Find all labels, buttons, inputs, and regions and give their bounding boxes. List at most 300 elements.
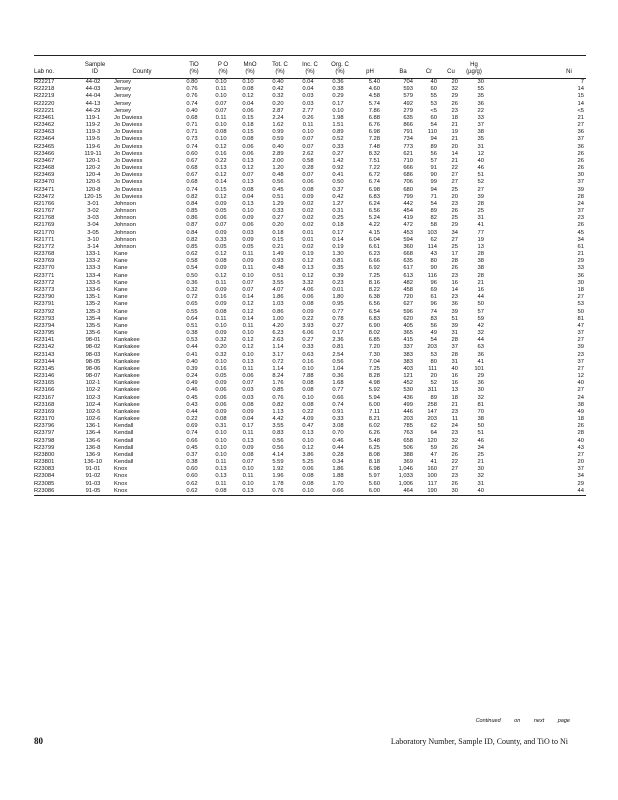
cell-cu: 40 (451, 365, 458, 372)
cell-tio2: 0.60 (186, 466, 198, 473)
cell-p2o5: 0.07 (215, 107, 227, 114)
cell-mno: 0.07 (242, 380, 254, 387)
cell-incc: 0.58 (302, 157, 314, 164)
cell-ba: 706 (403, 179, 413, 186)
cell-lab: R21772 (34, 243, 55, 250)
cell-ba: 594 (403, 236, 413, 243)
cell-hg: 30 (477, 79, 484, 85)
cell-ni: 37 (577, 179, 584, 186)
table-row (34, 323, 586, 330)
cell-incc: 0.02 (302, 222, 314, 229)
cell-ph: 6.72 (368, 172, 380, 179)
cell-cr: 89 (430, 143, 437, 150)
cell-ba: 369 (403, 459, 413, 466)
cell-p2o5: 0.16 (215, 150, 227, 157)
cell-id: 133-1 (85, 251, 101, 258)
cell-hg: 46 (477, 437, 484, 444)
cell-ph: 6.25 (368, 444, 380, 451)
table-row (34, 287, 586, 294)
cell-ph: 6.92 (368, 265, 380, 272)
cell-ba: 472 (403, 222, 413, 229)
cell-ni: 34 (577, 236, 584, 243)
cell-county: Kankakee (114, 337, 140, 344)
cell-mno: 0.13 (242, 200, 254, 207)
cell-cu: 27 (451, 466, 458, 473)
cell-ba: 773 (403, 143, 413, 150)
cell-id: 98-05 (85, 358, 101, 365)
cell-totc: 1.62 (272, 122, 284, 129)
cell-cr: 117 (427, 480, 437, 487)
cell-county: Jo Daviess (114, 157, 143, 164)
cell-ni: 36 (577, 272, 584, 279)
cell-p2o5: 0.16 (215, 365, 227, 372)
cell-cu: 21 (451, 122, 458, 129)
cell-id: 3-04 (87, 222, 99, 229)
cell-ni: 23 (577, 351, 584, 358)
cell-p2o5: 0.06 (215, 394, 227, 401)
table-row (34, 423, 586, 430)
cell-hg: 36 (477, 351, 484, 358)
running-title: Laboratory Number, Sample ID, County, and TiO to Ni (390, 737, 568, 746)
cell-id: 136-10 (83, 459, 103, 466)
cell-incc: 3.86 (302, 451, 314, 458)
cell-incc: 2.62 (302, 150, 314, 157)
table-row (34, 316, 586, 323)
cell-p2o5: 0.13 (215, 165, 227, 172)
cell-county: Johnson (114, 229, 136, 236)
cell-incc: 6.06 (302, 330, 314, 337)
cell-lab: R23461 (34, 114, 55, 121)
cell-orgc: 1.68 (332, 380, 344, 387)
cell-totc: 0.27 (272, 215, 284, 222)
cell-county: Kane (114, 315, 128, 322)
cell-orgc: 3.08 (332, 423, 344, 430)
cell-ph: 8.08 (368, 451, 380, 458)
cell-ni: 27 (577, 337, 584, 344)
cell-ni: 37 (577, 330, 584, 337)
cell-county: Jersey (114, 86, 132, 93)
table-row (34, 359, 586, 366)
cell-cr: 190 (427, 487, 437, 494)
cell-hg: 32 (477, 330, 484, 337)
cell-totc: 8.24 (272, 373, 284, 380)
cell-ba: 458 (403, 286, 413, 293)
cell-cr: 69 (430, 286, 437, 293)
cell-id: 102-2 (85, 387, 101, 394)
cell-orgc: 0.17 (332, 330, 344, 337)
cell-lab: R23086 (34, 487, 55, 494)
cell-totc: 0.82 (272, 401, 284, 408)
cell-ni: 18 (577, 286, 584, 293)
cell-incc: 0.06 (302, 466, 314, 473)
cell-orgc: 0.36 (332, 373, 344, 380)
table-row (34, 488, 586, 495)
cell-orgc: 0.41 (332, 172, 344, 179)
cell-ba: 579 (403, 93, 413, 100)
cell-cr: 52 (430, 380, 437, 387)
cell-ph: 4.15 (368, 229, 380, 236)
cell-p2o5: 0.08 (215, 416, 227, 423)
cell-ni: 45 (577, 229, 584, 236)
cell-hg: 38 (477, 129, 484, 136)
cell-ni: 29 (577, 258, 584, 265)
cell-ni: 26 (577, 423, 584, 430)
cell-id: 136-4 (85, 430, 101, 437)
cell-totc: 5.59 (272, 459, 284, 466)
cell-incc: 5.25 (302, 459, 314, 466)
cell-ph: 5.40 (368, 79, 380, 85)
table-row (34, 187, 586, 194)
cell-lab: R23770 (34, 265, 55, 272)
cell-ba: 436 (403, 394, 413, 401)
cell-hg: 46 (477, 165, 484, 172)
cell-totc: 4.42 (272, 416, 284, 423)
cell-mno: 0.03 (242, 394, 254, 401)
cell-ni: 40 (577, 437, 584, 444)
cell-ni: 26 (577, 157, 584, 164)
cell-mno: 0.09 (242, 258, 254, 265)
cell-cu: 16 (451, 373, 458, 380)
cell-id: 3-01 (87, 200, 99, 207)
header-cr-line (417, 62, 441, 69)
cell-totc: 0.56 (272, 437, 284, 444)
table-row (34, 416, 586, 423)
cell-incc: 0.10 (302, 365, 314, 372)
cell-hg: 77 (477, 229, 484, 236)
header-incc (296, 62, 324, 76)
cell-cr: 82 (430, 215, 437, 222)
cell-id: 44-04 (85, 93, 101, 100)
cell-ni: 43 (577, 444, 584, 451)
cell-id: 91-05 (85, 487, 101, 494)
table-row (34, 129, 586, 136)
cell-totc: 3.17 (272, 351, 284, 358)
cell-incc: 0.08 (302, 473, 314, 480)
cell-p2o5: 0.16 (215, 294, 227, 301)
cell-mno: 0.04 (242, 416, 254, 423)
cell-p2o5: 0.13 (215, 466, 227, 473)
cell-p2o5: 0.10 (215, 79, 227, 85)
cell-cr: 90 (430, 172, 437, 179)
cell-cr: 203 (427, 416, 437, 423)
cell-ph: 5.48 (368, 437, 380, 444)
cell-cu: 27 (451, 172, 458, 179)
cell-lab: R23791 (34, 301, 55, 308)
cell-id: 44-29 (85, 107, 101, 114)
cell-ba: 621 (403, 150, 413, 157)
cell-ni: 23 (577, 215, 584, 222)
cell-ph: 4.22 (368, 222, 380, 229)
cell-tio2: 0.76 (186, 86, 198, 93)
cell-id: 3-10 (87, 236, 99, 243)
cell-lab: R23798 (34, 437, 55, 444)
cell-mno: 0.13 (242, 487, 254, 494)
cell-mno: 0.09 (242, 444, 254, 451)
cell-tio2: 0.58 (186, 258, 198, 265)
cell-mno: 0.06 (242, 373, 254, 380)
cell-incc: 0.63 (302, 351, 314, 358)
table-row (34, 172, 586, 179)
cell-p2o5: 0.07 (215, 222, 227, 229)
cell-id: 98-07 (85, 373, 101, 380)
cell-lab: R23797 (34, 430, 55, 437)
cell-hg: 33 (477, 114, 484, 121)
cell-tio2: 0.74 (186, 430, 198, 437)
cell-county: Knox (114, 480, 128, 487)
cell-tio2: 0.85 (186, 243, 198, 250)
table-row (34, 452, 586, 459)
cell-ni: 33 (577, 265, 584, 272)
cell-totc: 0.40 (272, 143, 284, 150)
cell-totc: 1.96 (272, 473, 284, 480)
cell-cr: 47 (430, 451, 437, 458)
cell-p2o5: 0.06 (215, 387, 227, 394)
cell-totc: 2.89 (272, 150, 284, 157)
table-row (34, 158, 586, 165)
table-row (34, 309, 586, 316)
cell-mno: 0.05 (242, 243, 254, 250)
cell-cr: 311 (427, 387, 437, 394)
cell-mno: 0.12 (242, 344, 254, 351)
cell-ba: 506 (403, 444, 413, 451)
cell-cr: 53 (430, 100, 437, 107)
cell-hg: 28 (477, 251, 484, 258)
cell-lab: R23165 (34, 380, 55, 387)
cell-ni: 26 (577, 222, 584, 229)
cell-mno: 0.11 (242, 430, 254, 437)
cell-hg: 12 (477, 150, 484, 157)
cell-id: 135-5 (85, 322, 101, 329)
cell-ni: 81 (577, 315, 584, 322)
cell-ph: 6.85 (368, 337, 380, 344)
cell-incc: 0.01 (302, 236, 314, 243)
cell-totc: 0.56 (272, 444, 284, 451)
cell-totc: 1.20 (272, 165, 284, 172)
cell-tio2: 0.71 (186, 129, 198, 136)
cell-orgc: 0.74 (332, 401, 344, 408)
cell-ph: 5.60 (368, 480, 380, 487)
cell-ph: 7.30 (368, 351, 380, 358)
cell-tio2: 0.54 (186, 265, 198, 272)
cell-county: Kankakee (114, 416, 140, 423)
cell-cr: 54 (430, 337, 437, 344)
cell-cr: 120 (427, 437, 437, 444)
cell-id: 119-2 (85, 122, 101, 129)
cell-lab: R23167 (34, 394, 55, 401)
header-ni-line (554, 62, 584, 69)
cell-orgc: 0.39 (332, 272, 344, 279)
cell-ba: 627 (403, 301, 413, 308)
cell-county: Knox (114, 473, 128, 480)
cell-cr: 60 (430, 114, 437, 121)
cell-cu: 26 (451, 444, 458, 451)
cell-incc: 0.06 (302, 179, 314, 186)
header-id (74, 62, 116, 76)
cell-ni: 38 (577, 401, 584, 408)
cell-lab: R23464 (34, 136, 55, 143)
cell-lab: R23083 (34, 466, 55, 473)
cell-id: 98-03 (85, 351, 101, 358)
cell-p2o5: 0.31 (215, 423, 227, 430)
cell-orgc: 1.86 (332, 466, 344, 473)
cell-tio2: 0.44 (186, 408, 198, 415)
cell-ph: 5.94 (368, 394, 380, 401)
cell-cr: 160 (427, 466, 437, 473)
cell-mno: 0.07 (242, 459, 254, 466)
cell-id: 102-6 (85, 416, 101, 423)
cell-ph: 8.32 (368, 150, 380, 157)
cell-cu: 28 (451, 337, 458, 344)
cell-id: 135-6 (85, 330, 101, 337)
cell-orgc: 0.33 (332, 143, 344, 150)
cell-county: Kendall (114, 423, 134, 430)
cell-incc: 0.09 (302, 193, 314, 200)
cell-tio2: 0.62 (186, 480, 198, 487)
cell-id: 120-1 (85, 157, 101, 164)
cell-county: Kane (114, 301, 128, 308)
cell-cu: 32 (451, 86, 458, 93)
cell-tio2: 0.24 (186, 373, 198, 380)
cell-ni: 27 (577, 451, 584, 458)
cell-ba: 464 (403, 487, 413, 494)
cell-ba: 383 (403, 351, 413, 358)
cell-tio2: 0.45 (186, 444, 198, 451)
cell-ba: 492 (403, 100, 413, 107)
cell-orgc: 1.88 (332, 473, 344, 480)
cell-orgc: 1.70 (332, 480, 344, 487)
cell-totc: 0.32 (272, 93, 284, 100)
table-row (34, 230, 586, 237)
cell-id: 120-5 (85, 179, 101, 186)
header-ph (356, 62, 384, 76)
cell-tio2: 0.46 (186, 387, 198, 394)
table-row (34, 395, 586, 402)
cell-ni: 44 (577, 487, 584, 494)
header-lab-line (34, 62, 78, 69)
cell-cu: 23 (451, 294, 458, 301)
header-mno-line: MnO (243, 62, 257, 68)
cell-cu: 21 (451, 401, 458, 408)
cell-ba: 799 (403, 193, 413, 200)
cell-orgc: 0.36 (332, 79, 344, 85)
cell-hg: 19 (477, 236, 484, 243)
cell-lab: R23142 (34, 344, 55, 351)
cell-tio2: 0.40 (186, 107, 198, 114)
cell-ph: 7.20 (368, 344, 380, 351)
cell-orgc: 0.14 (332, 236, 344, 243)
cell-incc: 0.08 (302, 480, 314, 487)
cell-tio2: 0.32 (186, 286, 198, 293)
cell-orgc: 0.44 (332, 444, 344, 451)
cell-hg: 31 (477, 480, 484, 487)
table-row (34, 380, 586, 387)
cell-totc: 0.51 (272, 272, 284, 279)
cell-cr: 56 (430, 150, 437, 157)
cell-tio2: 0.82 (186, 236, 198, 243)
cell-mno: 0.15 (242, 129, 254, 136)
cell-hg: 32 (477, 473, 484, 480)
cell-ni: 28 (577, 193, 584, 200)
cell-mno: 0.10 (242, 272, 254, 279)
header-cr (417, 62, 441, 76)
cell-cu: 31 (451, 330, 458, 337)
cell-p2o5: 0.10 (215, 430, 227, 437)
cell-cu: 23 (451, 107, 458, 114)
cell-incc: 0.08 (302, 387, 314, 394)
cell-cu: 23 (451, 430, 458, 437)
cell-ni: 49 (577, 408, 584, 415)
cell-orgc: 0.70 (332, 430, 344, 437)
cell-incc: 0.08 (302, 301, 314, 308)
cell-orgc: 0.18 (332, 222, 344, 229)
cell-ni: 7 (580, 79, 584, 85)
cell-tio2: 0.45 (186, 394, 198, 401)
cell-hg: 55 (477, 86, 484, 93)
cell-id: 91-01 (85, 466, 101, 473)
cell-p2o5: 0.20 (215, 344, 227, 351)
cell-cu: 20 (451, 193, 458, 200)
cell-totc: 0.33 (272, 208, 284, 215)
cell-cu: 23 (451, 408, 458, 415)
cell-orgc: 0.52 (332, 136, 344, 143)
cell-cu: 30 (451, 487, 458, 494)
cell-tio2: 0.43 (186, 401, 198, 408)
cell-incc: 0.10 (302, 394, 314, 401)
cell-orgc: 0.77 (332, 387, 344, 394)
cell-incc: 0.02 (302, 208, 314, 215)
cell-p2o5: 0.15 (215, 186, 227, 193)
cell-lab: R23472 (34, 193, 55, 200)
cell-lab: R21768 (34, 215, 55, 222)
cell-hg: 38 (477, 265, 484, 272)
cell-id: 3-03 (87, 215, 99, 222)
cell-cr: 41 (430, 459, 437, 466)
cell-incc: 0.11 (302, 122, 314, 129)
cell-ph: 4.60 (368, 86, 380, 93)
cell-county: Kane (114, 258, 128, 265)
cell-incc: 0.08 (302, 186, 314, 193)
cell-hg: 52 (477, 179, 484, 186)
cell-incc: 0.47 (302, 423, 314, 430)
cell-incc: 0.09 (302, 308, 314, 315)
cell-tio2: 0.62 (186, 487, 198, 494)
cell-mno: 0.09 (242, 236, 254, 243)
cell-p2o5: 0.09 (215, 408, 227, 415)
cell-cr: 74 (430, 308, 437, 315)
cell-hg: 31 (477, 215, 484, 222)
cell-cu: 23 (451, 272, 458, 279)
cell-cu: 17 (451, 251, 458, 258)
cell-lab: R23141 (34, 337, 55, 344)
cell-ni: 14 (577, 100, 584, 107)
cell-totc: 0.20 (272, 100, 284, 107)
cell-incc: 0.33 (302, 344, 314, 351)
cell-county: Jo Daviess (114, 193, 143, 200)
cell-incc: 0.01 (302, 229, 314, 236)
cell-cu: 29 (451, 222, 458, 229)
cell-totc: 0.42 (272, 86, 284, 93)
cell-lab: R23792 (34, 308, 55, 315)
cell-tio2: 0.76 (186, 93, 198, 100)
cell-totc: 0.86 (272, 308, 284, 315)
cell-ni: 30 (577, 172, 584, 179)
cell-mno: 0.10 (242, 480, 254, 487)
cell-county: Kendall (114, 444, 134, 451)
cell-orgc: 0.50 (332, 179, 344, 186)
cell-ba: 203 (403, 416, 413, 423)
cell-county: Knox (114, 487, 128, 494)
cell-ni: 39 (577, 344, 584, 351)
